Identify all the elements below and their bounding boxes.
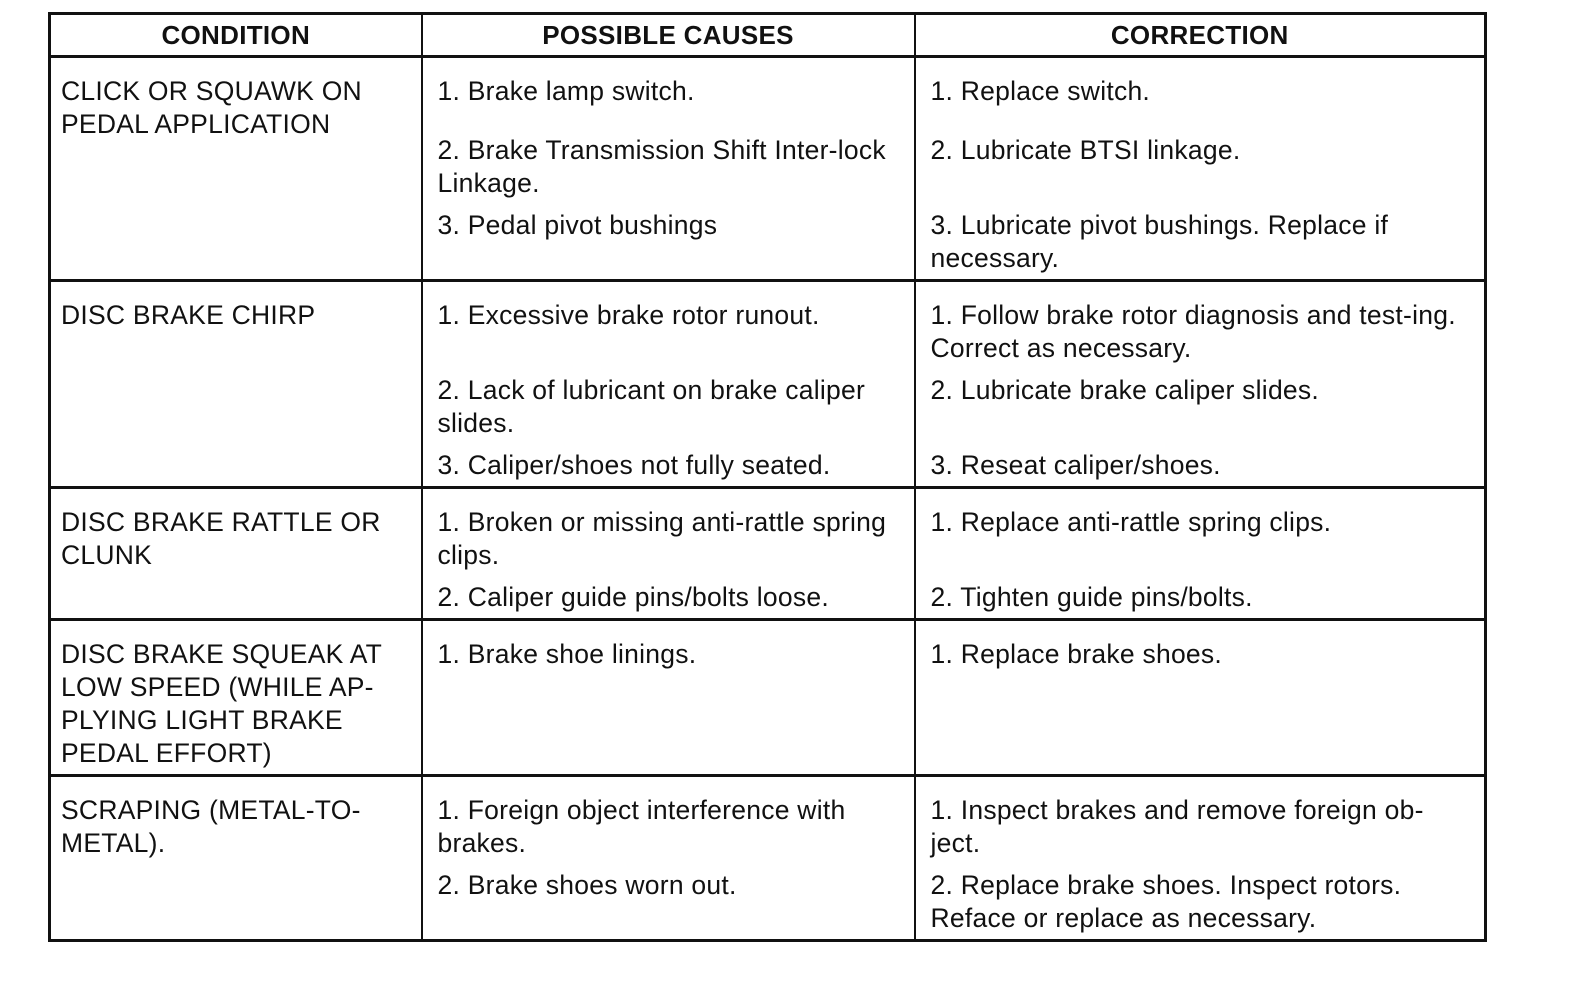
condition-cell <box>50 620 422 776</box>
correction-text: 3. Lubricate pivot bushings. Replace if necessary. <box>930 210 1389 273</box>
table-row <box>50 776 1486 861</box>
correction-text: 2. Lubricate BTSI linkage. <box>930 135 1241 165</box>
correction-text: 1. Inspect brakes and remove foreign ob-ject. <box>930 795 1424 858</box>
correction-cell <box>915 281 1486 366</box>
correction-text: 2. Lubricate brake caliper slides. <box>930 375 1320 405</box>
correction-text: 3. Reseat caliper/shoes. <box>930 450 1221 480</box>
correction-text: 1. Replace anti-rattle spring clips. <box>930 507 1332 537</box>
table-row <box>50 281 1486 366</box>
correction-text: 1. Replace switch. <box>930 76 1151 106</box>
condition-cell <box>50 281 422 488</box>
correction-cell <box>915 488 1486 573</box>
cause-cell <box>422 776 915 861</box>
cause-cell <box>422 125 915 200</box>
cause-text: 1. Excessive brake rotor runout. <box>437 300 820 330</box>
possible-causes-header: POSSIBLE CAUSES <box>422 14 915 57</box>
cause-cell <box>422 365 915 440</box>
correction-cell <box>915 440 1486 488</box>
cause-cell <box>422 488 915 573</box>
header-row <box>50 14 1486 57</box>
correction-text: 1. Follow brake rotor diagnosis and test-ing. Correct as necessary. <box>930 300 1456 363</box>
correction-cell <box>915 365 1486 440</box>
condition-text: SCRAPING (METAL-TO-METAL). <box>61 795 361 858</box>
correction-cell <box>915 57 1486 126</box>
cause-text: 2. Caliper guide pins/bolts loose. <box>437 582 830 612</box>
condition-cell <box>50 488 422 620</box>
condition-text: DISC BRAKE CHIRP <box>61 300 316 330</box>
correction-header: CORRECTION <box>915 14 1486 57</box>
correction-cell <box>915 620 1486 776</box>
cause-text: 2. Brake shoes worn out. <box>437 870 737 900</box>
cause-text: 2. Brake Transmission Shift Inter-lock Linkage. <box>437 135 886 198</box>
correction-text: 2. Replace brake shoes. Inspect rotors. Reface or replace as necessary. <box>930 870 1402 933</box>
cause-cell <box>422 572 915 620</box>
cause-text: 2. Lack of lubricant on brake caliper slides. <box>437 375 866 438</box>
diagnosis-table <box>48 12 1487 942</box>
cause-cell <box>422 440 915 488</box>
correction-cell <box>915 860 1486 941</box>
cause-text: 1. Brake lamp switch. <box>437 76 695 106</box>
correction-cell <box>915 200 1486 281</box>
condition-header: CONDITION <box>50 14 422 57</box>
table-row <box>50 620 1486 776</box>
correction-cell <box>915 776 1486 861</box>
cause-text: 3. Caliper/shoes not fully seated. <box>437 450 831 480</box>
condition-text: DISC BRAKE RATTLE OR CLUNK <box>61 507 381 570</box>
cause-cell <box>422 860 915 941</box>
cause-text: 1. Foreign object interference with brakes. <box>437 795 846 858</box>
correction-cell <box>915 125 1486 200</box>
cause-cell <box>422 620 915 776</box>
condition-text: DISC BRAKE SQUEAK AT LOW SPEED (WHILE AP-PLYING LIGHT BRAKE PEDAL EFFORT) <box>61 639 382 768</box>
table-row <box>50 57 1486 126</box>
condition-text: CLICK OR SQUAWK ON PEDAL APPLICATION <box>61 76 362 139</box>
cause-text: 1. Brake shoe linings. <box>437 639 697 669</box>
cause-text: 1. Broken or missing anti-rattle spring clips. <box>437 507 887 570</box>
cause-cell <box>422 281 915 366</box>
correction-text: 2. Tighten guide pins/bolts. <box>930 582 1253 612</box>
table-row <box>50 488 1486 573</box>
cause-text: 3. Pedal pivot bushings <box>437 210 718 240</box>
correction-text: 1. Replace brake shoes. <box>930 639 1223 669</box>
cause-cell <box>422 200 915 281</box>
condition-cell <box>50 776 422 941</box>
correction-cell <box>915 572 1486 620</box>
condition-cell <box>50 57 422 281</box>
cause-cell <box>422 57 915 126</box>
